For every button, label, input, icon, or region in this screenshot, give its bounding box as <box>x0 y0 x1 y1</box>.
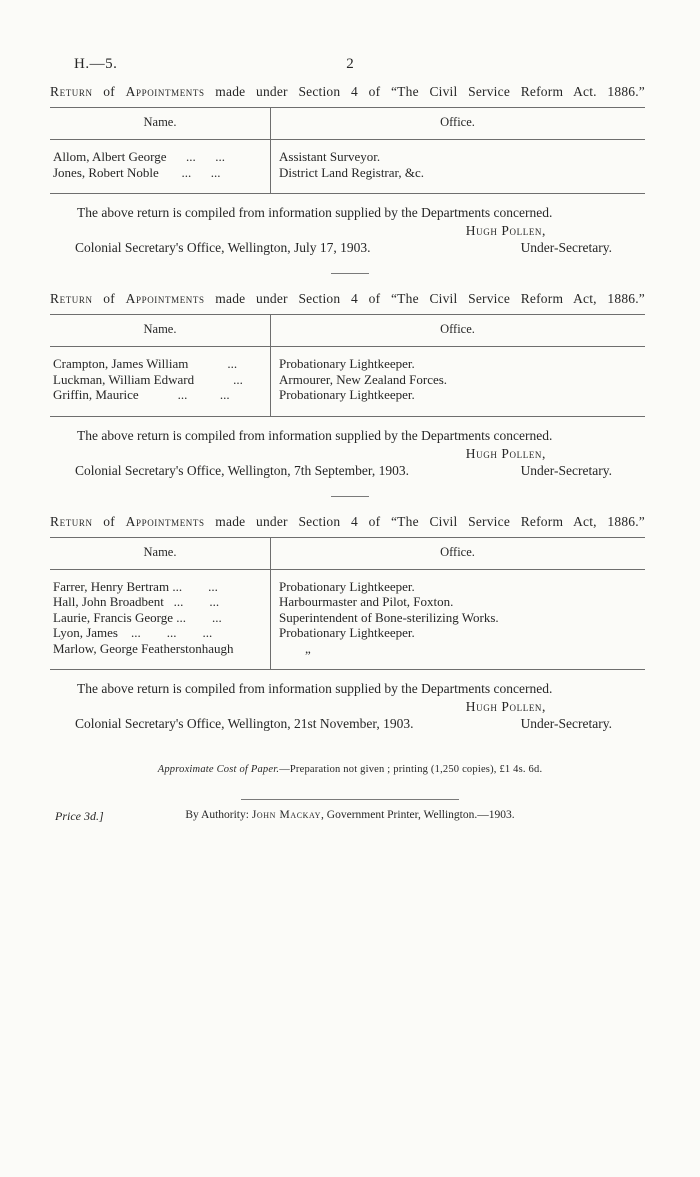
section-separator <box>331 496 369 497</box>
appointments-table <box>50 537 645 671</box>
office-cell: District Land Registrar, &c. <box>279 164 424 180</box>
name-cell: Lyon, James ... ... ... <box>53 625 213 640</box>
column-header-office: Office. <box>440 115 475 129</box>
table-body <box>50 347 645 416</box>
office-date-line: Colonial Secretary's Office, Wellington, 21st November, 1903. <box>75 716 414 731</box>
price-note: Price 3d.] <box>55 809 104 823</box>
title-word-return: Return <box>50 291 93 306</box>
office-cell: „ <box>279 640 311 656</box>
name-cell: Jones, Robert Noble ... ... <box>53 164 221 180</box>
office-cell: Harbourmaster and Pilot, Foxton. <box>279 594 454 609</box>
name-cell: Laurie, Francis George ... ... <box>53 609 222 625</box>
section-separator <box>331 273 369 274</box>
title-word-appointments: Appointments <box>125 84 205 99</box>
office-cell: Probationary Lightkeeper. <box>279 356 415 371</box>
column-header-name: Name. <box>143 115 177 129</box>
footer-divider <box>241 799 459 800</box>
printer-name: John Mackay <box>251 809 322 821</box>
title-rest: made under Section 4 of “The Civil Service Reform Act, 1886.” <box>215 513 645 529</box>
cost-note-label: Approximate Cost of Paper. <box>157 764 280 775</box>
office-cell: Probationary Lightkeeper. <box>279 387 415 402</box>
appointments-table <box>50 107 645 194</box>
table-header-row <box>50 538 645 570</box>
table-row <box>50 372 645 388</box>
table-row <box>50 356 645 372</box>
column-header-name: Name. <box>143 544 177 559</box>
office-cell: Probationary Lightkeeper. <box>279 625 415 640</box>
table-row <box>50 387 645 403</box>
return-title <box>50 84 645 100</box>
cost-note <box>0 764 700 775</box>
compiled-note: The above return is compiled from information supplied by the Departments concerned. <box>77 681 553 696</box>
title-connector: of <box>103 291 115 306</box>
return-section-2 <box>50 291 645 479</box>
signature-row <box>50 240 645 256</box>
appointments-table <box>50 314 645 417</box>
table-row <box>50 149 645 165</box>
authority-prefix: By Authority: <box>185 809 252 821</box>
page-header <box>0 0 700 84</box>
title-word-return: Return <box>50 513 93 529</box>
authority-suffix: , Government Printer, Wellington.—1903. <box>321 809 515 821</box>
page-number: 2 <box>346 56 354 72</box>
title-connector: of <box>103 513 115 529</box>
return-title <box>50 514 645 530</box>
doc-reference: H.—5. <box>74 56 118 72</box>
office-cell: Probationary Lightkeeper. <box>279 578 415 594</box>
column-header-name: Name. <box>143 322 177 336</box>
name-cell: Luckman, William Edward ... <box>53 371 243 387</box>
compiled-note: The above return is compiled from information supplied by the Departments concerned. <box>77 205 553 220</box>
table-row <box>50 594 645 610</box>
signature-row <box>50 716 645 732</box>
signatory-title: Under-Secretary. <box>520 462 612 478</box>
office-date-line: Colonial Secretary's Office, Wellington, 7th September, 1903. <box>75 462 409 478</box>
signatory-name: Hugh Pollen, <box>465 445 546 461</box>
name-cell: Farrer, Henry Bertram ... ... <box>53 578 218 594</box>
table-row <box>50 579 645 595</box>
title-word-appointments: Appointments <box>125 513 205 529</box>
office-cell: Assistant Surveyor. <box>279 149 381 164</box>
return-section-3 <box>50 514 645 733</box>
title-word-appointments: Appointments <box>125 291 205 306</box>
table-row <box>50 625 645 641</box>
office-cell: Armourer, New Zealand Forces. <box>279 371 448 387</box>
table-header-row <box>50 108 645 140</box>
table-row <box>50 641 645 657</box>
title-connector: of <box>103 84 115 99</box>
column-header-office: Office. <box>440 544 475 559</box>
name-cell: Hall, John Broadbent ... ... <box>53 594 220 609</box>
name-cell: Crampton, James William ... <box>53 356 238 371</box>
signature-row <box>50 463 645 479</box>
authority-line <box>0 809 700 821</box>
name-cell: Allom, Albert George ... ... <box>53 149 225 164</box>
return-title <box>50 291 645 307</box>
office-cell: Superintendent of Bone-sterilizing Works. <box>279 609 499 625</box>
imprint-line <box>0 809 700 829</box>
signatory-title: Under-Secretary. <box>520 240 612 255</box>
name-cell: Griffin, Maurice ... ... <box>53 387 230 402</box>
office-date-line: Colonial Secretary's Office, Wellington, July 17, 1903. <box>75 240 371 255</box>
return-section-1 <box>50 84 645 256</box>
title-word-return: Return <box>50 84 93 99</box>
name-cell: Marlow, George Featherstonhaugh <box>53 640 234 656</box>
table-body <box>50 140 645 193</box>
title-rest: made under Section 4 of “The Civil Service Reform Act. 1886.” <box>215 84 645 99</box>
signatory-title: Under-Secretary. <box>520 716 612 731</box>
compiled-note: The above return is compiled from information supplied by the Departments concerned. <box>77 427 553 443</box>
signatory-name: Hugh Pollen, <box>465 699 546 714</box>
cost-note-text: —Preparation not given ; printing (1,250 copies), £1 4s. 6d. <box>279 764 543 775</box>
table-row <box>50 610 645 626</box>
table-header-row <box>50 315 645 347</box>
signatory-name: Hugh Pollen, <box>465 223 546 238</box>
table-row <box>50 165 645 181</box>
column-header-office: Office. <box>440 322 475 336</box>
table-body <box>50 570 645 670</box>
title-rest: made under Section 4 of “The Civil Service Reform Act, 1886.” <box>215 291 645 306</box>
